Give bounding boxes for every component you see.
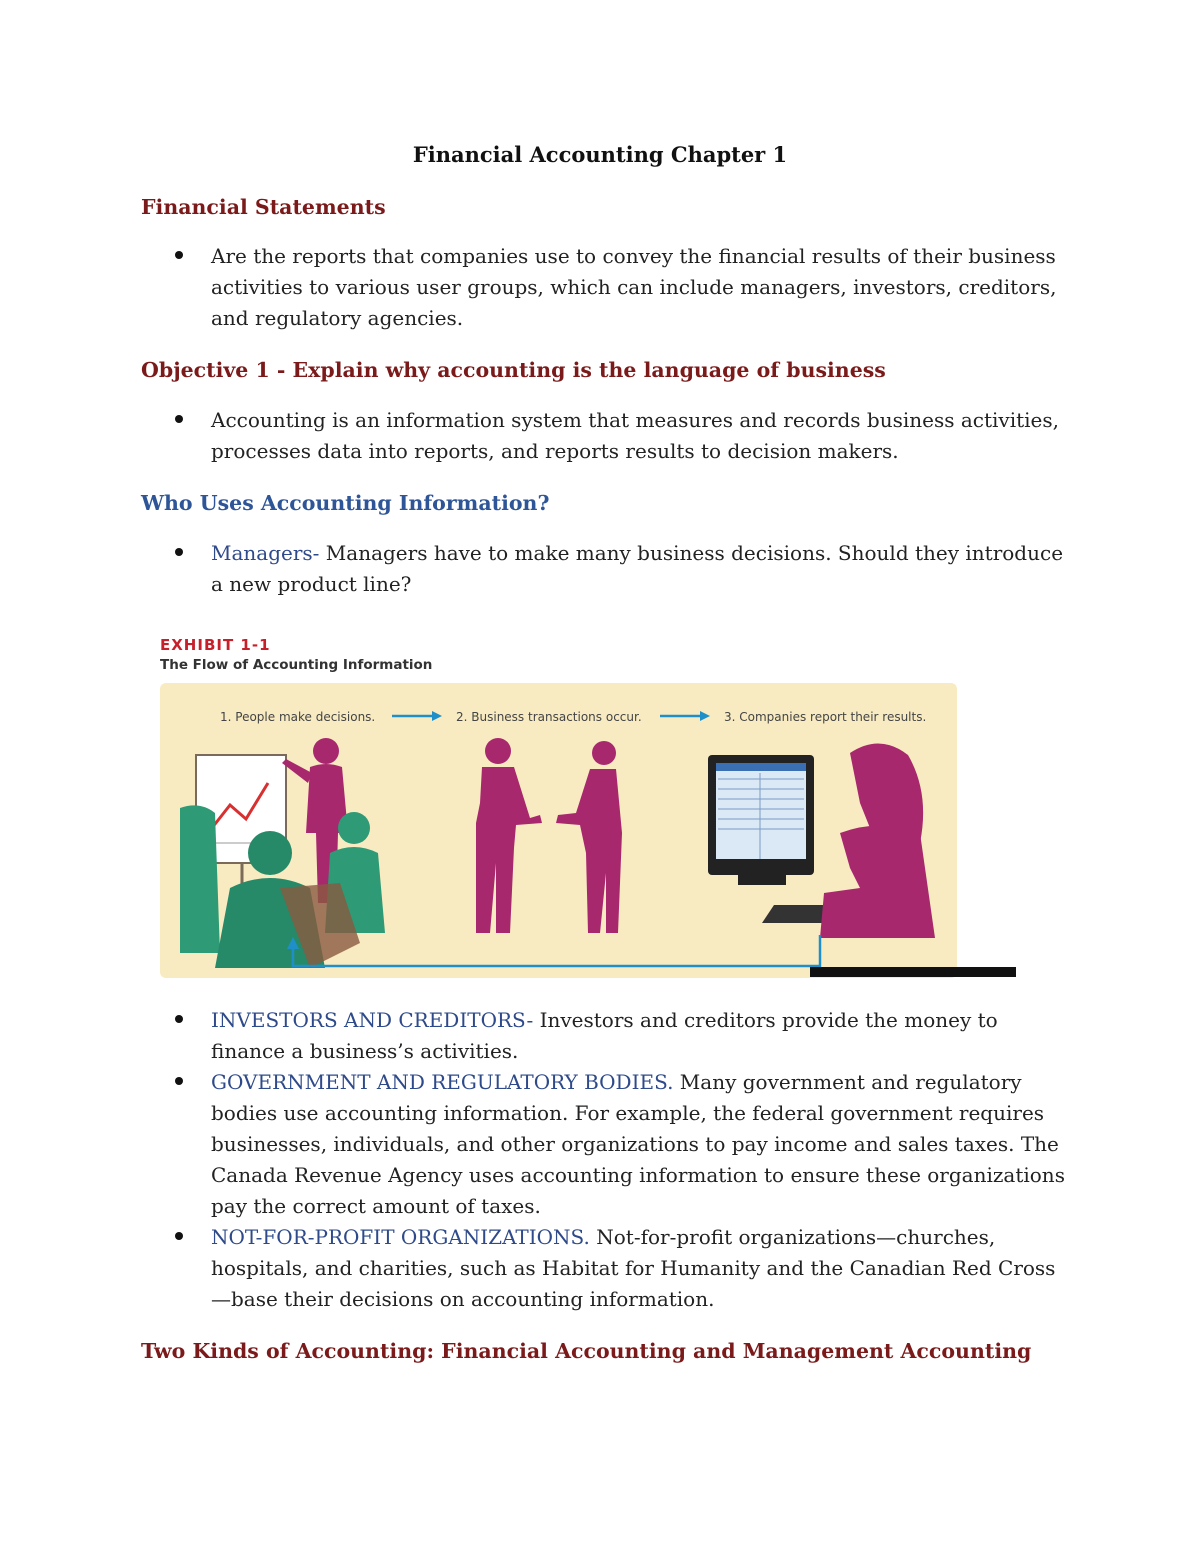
bullet-investors-text: Investors and creditors provide the money to finance a business’s activities. xyxy=(211,1008,998,1063)
exhibit-label: EXHIBIT 1-1 xyxy=(160,636,271,654)
bullet-objective-1: Accounting is an information system that measures and records business activities, processes data into reports, and reports results to decision makers. xyxy=(211,405,1071,467)
bullet-managers xyxy=(211,538,1071,600)
monitor-screen-icon xyxy=(716,763,806,859)
bullet-government-lead: GOVERNMENT AND REGULATORY BODIES. xyxy=(211,1070,674,1094)
monitor-shadow-bar xyxy=(810,967,1016,977)
heading-financial-statements: Financial Statements xyxy=(141,195,386,219)
bullet-nonprofit xyxy=(211,1222,1071,1315)
bullet-government-text: Many government and regulatory bodies use accounting information. For example, the federal government requires businesses, individuals, and other organizations to pay income and sales taxes. The Canada Revenue Agency uses accounting information to ensure these organizations pay the correct amount of taxes. xyxy=(211,1070,1065,1218)
heading-two-kinds: Two Kinds of Accounting: Financial Accounting and Management Accounting xyxy=(141,1339,1032,1363)
bullet-managers-lead: Managers- xyxy=(211,541,320,565)
step-3-label: 3. Companies report their results. xyxy=(724,710,927,724)
heading-who-uses: Who Uses Accounting Information? xyxy=(141,491,550,515)
bullet-managers-text: Managers have to make many business decisions. Should they introduce a new product line? xyxy=(211,541,1064,596)
step-1-label: 1. People make decisions. xyxy=(220,710,376,724)
bullet-nonprofit-text: Not-for-profit organizations—churches, hospitals, and charities, such as Habitat for Humanity and the Canadian Red Cross—base their decisions on accounting information. xyxy=(211,1225,1056,1311)
bullet-nonprofit-lead: NOT-FOR-PROFIT ORGANIZATIONS. xyxy=(211,1225,590,1249)
heading-objective-1: Objective 1 - Explain why accounting is the language of business xyxy=(141,358,886,382)
step-2-label: 2. Business transactions occur. xyxy=(456,710,642,724)
bullet-investors xyxy=(211,1005,1071,1067)
exhibit-title: The Flow of Accounting Information xyxy=(160,657,433,673)
page-title: Financial Accounting Chapter 1 xyxy=(412,142,788,167)
bullet-financial-statements: Are the reports that companies use to convey the financial results of their business activities to various user groups, which can include managers, investors, creditors, and regulatory agencies. xyxy=(211,241,1071,334)
bullet-government xyxy=(211,1067,1071,1222)
exhibit-illustration xyxy=(160,683,960,978)
exhibit-svg xyxy=(160,683,1020,978)
bullet-investors-lead: INVESTORS AND CREDITORS- xyxy=(211,1008,534,1032)
